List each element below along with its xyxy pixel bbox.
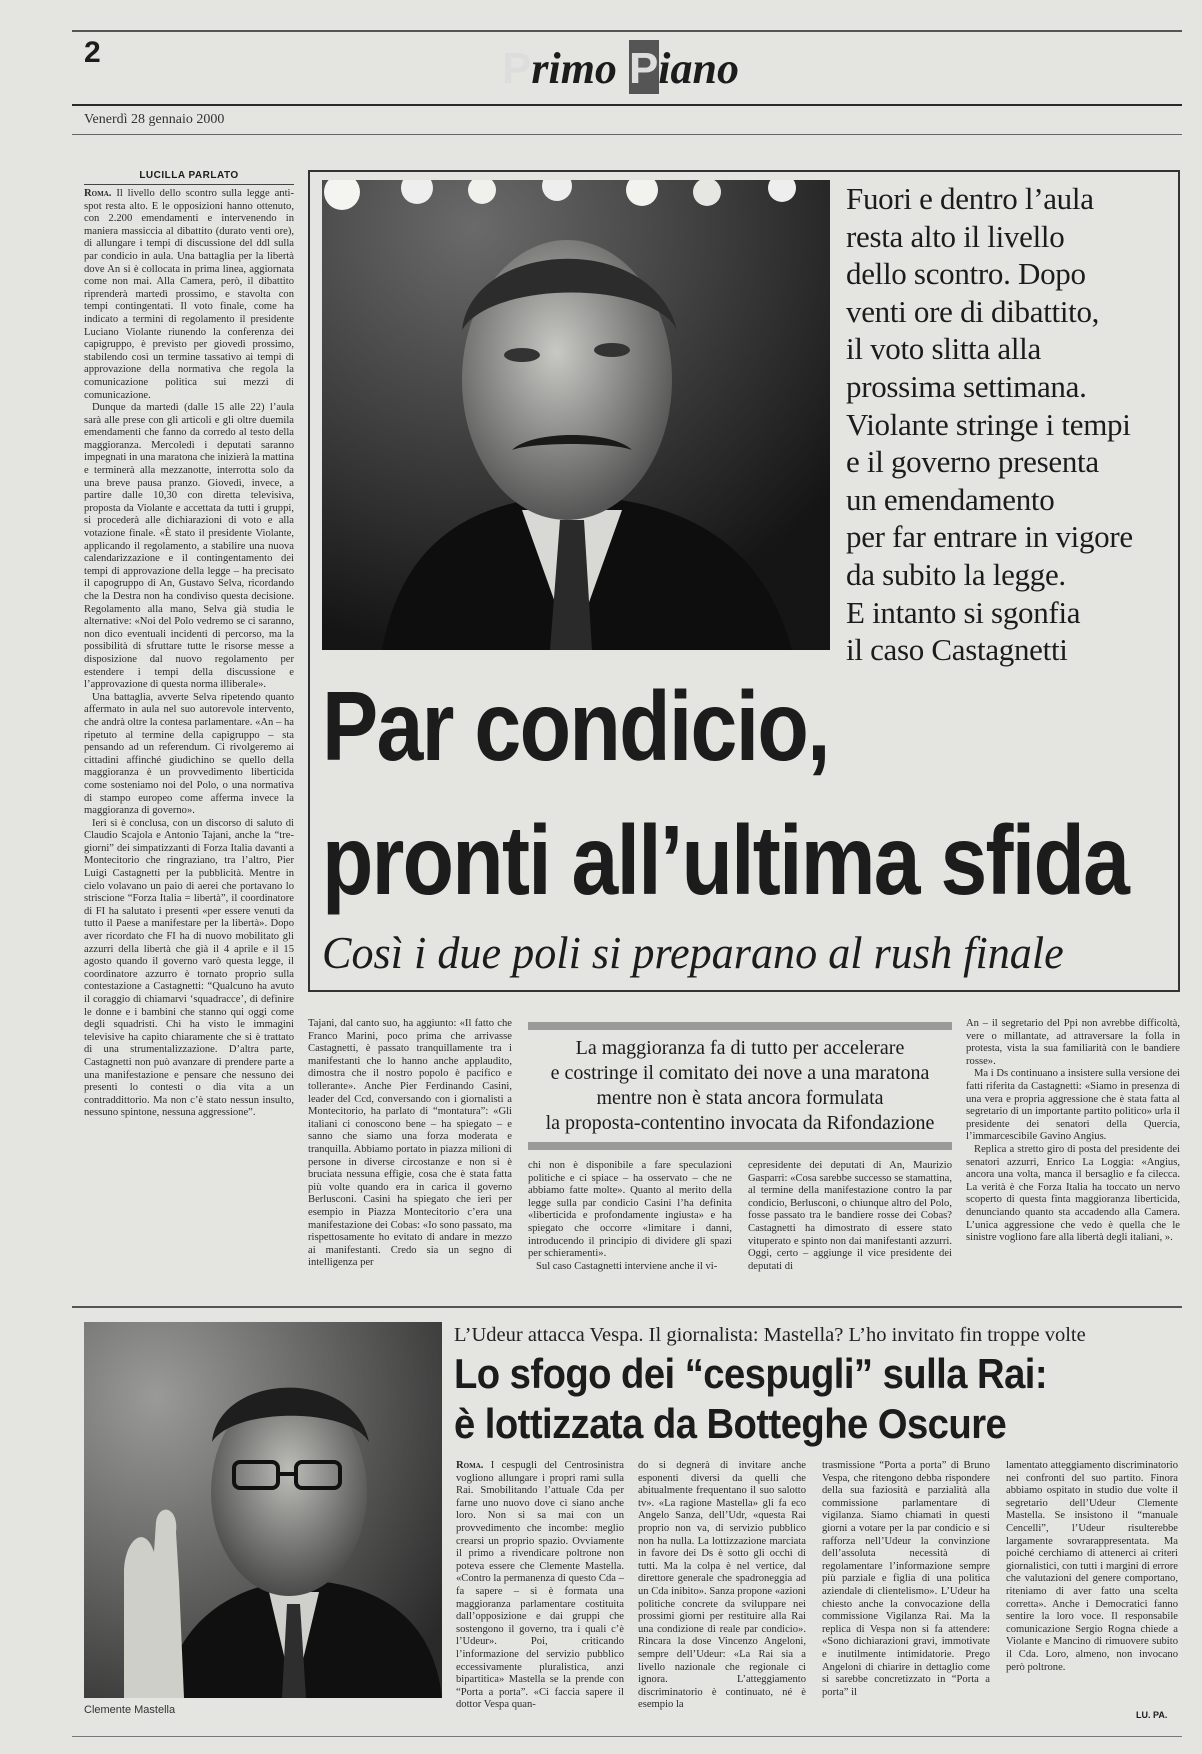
second-headline-line-1: Lo sfogo dei “cespugli” sulla Rai:: [454, 1350, 1048, 1397]
page-number: 2: [84, 36, 101, 69]
main-story-column-3: chi non è disponibile a fare speculazioni politiche e ci spiace – ha osservato – che ne abbiamo fatte molte». Quanto al merito della legge sulla par condicio Casini l’ha definita «liberticida e profondamente ingiusta» e ha spiegato che occorre «limitare i danni, introducendo il principio di dividere gli spazi per schieramenti». Sul caso Castagnetti interviene anche il vi-: [528, 1160, 732, 1272]
dateline: Roma.: [84, 188, 112, 199]
second-headline-line-2: è lottizzata da Botteghe Oscure: [454, 1400, 1007, 1447]
top-rule: [72, 30, 1182, 32]
main-story-column-1: Roma. Il livello dello scontro sulla legge anti-spot resta alto. E le opposizioni hanno ottenuto, con 2.200 emendamenti e intervenendo in maniera massiccia al dibattito (durato venti ore), di allungare i tempi di discussione del ddl sulla par condicio in aula. Una battaglia per la libertà dove An si è collocata in prima linea, aggiornata come non mai. Alla Camera, però, il dibattito riprenderà martedì prossimo, e stavolta con tempi contingentati. Il voto finale, come ha indicato a termini di regolamento il presidente Luciano Violante riunendo la conferenza dei capigruppo, è previsto per giovedì prossimo, stabilendo così un termine tassativo ai tempi di approvazione della normativa che regola la comunicazione politica sui mezzi di comunicazione. Dunque da martedì (dalle 15 alle 22) l’aula sarà alle prese con gli articoli e gli oltre duemila emendamenti che fanno da corredo al testo della maggioranza. Mercoledì i deputati saranno impegnati in una maratona che inizierà la mattina e terminerà alla mezzanotte, interrotta solo da una breve pausa pranzo. Giovedì, invece, a partire dalle 10,30 con diretta televisiva, proposta da Violante e accettata da tutti i gruppi, si procederà alle dichiarazioni di voto e alla votazione finale. «È stato il presidente Violante, applicando il regolamento, a stabilire una nuova calendarizzazione e il contingentamento dei tempi di approvazione della legge – ha precisato il capogruppo di An, Gustavo Selva, ricordando che la Destra non ha condiviso questa decisione. Regolamento alla mano, Selva già studia le alternative: «Noi del Polo vedremo se ci saranno, non dico eventuali incidenti di percorso, ma la possibilità di sfruttare tutte le risorse messe a disposizione dal nuovo regolamento per estendere i tempi della discussione e l’approvazione di questa norma illiberale». Una battaglia, avverte Selva ripetendo quanto affermato in aula nel suo autorevole intervento, che andrà oltre la contesa parlamentare. «An – ha ripetuto al termine della capigruppo – sta pensando ad un referendum. Ci rivolgeremo ai cittadini affinché giudichino se quello della maggioranza è un provvedimento liberticida come sosteniamo noi del Polo, o una normativa di stampo europeo come afferma invece la maggioranza di governo». Ieri si è conclusa, con un discorso di saluto di Claudio Scajola e Antonio Tajani, anche la “tre-giorni” dei simpatizzanti di Forza Italia davanti a Montecitorio che ringraziano, tra l’altro, Pier Luigi Castagnetti per la pubblicità. Mentre in cielo volavano un paio di aerei che portavano lo striscione “Forza Italia = libertà”, il coordinatore di FI ha salutato i presenti «per essere venuti da tutto il Paese a manifestare per la libertà». Dopo aver ricordato che FI ha di nuovo mobilitato gli azzurri della libertà che già il 4 aprile e il 15 agosto quando il governo varò questa legge, il coordinatore azzurro è tornato proprio sulla contestazione a Castagnetti: “Qualcuno ha avuto il coraggio di chiamarvi ‘squadracce’, di definire le donne e i bambini che stanno qui oggi come degli squadristi. Chi ha visto le immagini televisive ha capito chiaramente che si è trattato di una strumentalizzazione. D’altra parte, Castagnetti non può avanzare di prendere parte a una manifestazione e pensare che nessuno dei presenti lo contesti o dia vita a un contraddittorio. Ma non c’è stato nessun insulto, nessuno spintone, nessuna aggressione”.: [84, 188, 294, 1119]
date-rule: [72, 134, 1182, 135]
standfirst: Fuori e dentro l’aula resta alto il livello dello scontro. Dopo venti ore di dibattito, il voto slitta alla prossima settimana. Violante stringe i tempi e il governo presenta un emendamento per far entrare in vigore da subito la legge. E intanto si sgonfia il caso Castagnetti: [846, 181, 1133, 668]
section-initial-1: P: [502, 44, 532, 93]
mastella-photo: [84, 1322, 442, 1698]
byline: LUCILLA PARLATO: [84, 170, 294, 185]
author-signature: LU. PA.: [1136, 1710, 1168, 1720]
masthead-rule: [72, 104, 1182, 106]
subheadline: Così i due poli si preparano al rush finale: [322, 927, 1064, 978]
section-title: [502, 40, 739, 104]
pullquote-top-rule: [528, 1022, 952, 1030]
main-story-column-2: Tajani, dal canto suo, ha aggiunto: «Il fatto che Franco Marini, poco prima che arrivasse Castagnetti, è passato tranquillamente tra i manifestanti che lo hanno anche applaudito, dimostra che il nostro popolo è pacifico e tollerante». Anche Pier Ferdinando Casini, leader del Ccd, conversando con i giornalisti a Montecitorio, ha parlato di “montatura”: «Gli italiani ci conoscono bene – ha spiegato – e sanno che siamo una forza moderata e tranquilla. Abbiamo portato in piazza milioni di persone in diverse circostanze e non si è bruciata nessuna effigie, cosa che è stata fatta più volte quando era in carica il governo Berlusconi. Casini ha spiegato che ieri per esempio in Piazza Montecitorio c’era una manifestazione dei Cobas: «Io sono passato, ma rispettosamente ho evitato di andare in mezzo ai manifestanti. Credo sia un segno di intelligenza per: [308, 1018, 512, 1269]
section-word-2: iano: [658, 44, 739, 93]
kicker: L’Udeur attacca Vespa. Il giornalista: Mastella? L’ho invitato fin troppe volte: [454, 1324, 1086, 1346]
pullquote: La maggioranza fa di tutto per accelerare e costringe il comitato dei nove a una maratona mentre non è stata ancora formulata la proposta-contentino invocata da Rifondazione: [545, 1037, 935, 1134]
main-story-column-4: cepresidente dei deputati di An, Maurizio Gasparri: «Cosa sarebbe successo se stamattina, al termine della manifestazione contro la par condicio, Berlusconi, o chiunque altro del Polo, fosse passato tra le bandiere rosse dei Cobas? Castagnetti ha dimostrato di essere stato vituperato e spinto non dai manifestanti azzurri. Oggi, certo – aggiunge il vice presidente dei deputati di: [748, 1160, 952, 1272]
second-story-column-3: trasmissione “Porta a porta” di Bruno Vespa, che ritengono debba rispondere della sua faziosità e parzialità alla commissione parlamentare di vigilanza. Siamo chiamati in questi giorni a votare per la par condicio e si rafforza nell’Udeur la convinzione dell’assoluta necessità di regolamentare l’informazione sempre più parziale e figlia di una politica aziendale di clientelismo». L’Udeur ha chiesto anche la convocazione della commissione Vigilanza Rai. Ma la replica di Vespa non si fa attendere: «Sono dichiarazioni gravi, immotivate e inutilmente intimidatorie. Prego Angeloni di chiarire in dettaglio come si sarebbe concretizzato in “Porta a porta” il: [822, 1460, 990, 1698]
photo-caption: Clemente Mastella: [84, 1704, 176, 1716]
second-story-column-4: lamentato atteggiamento discriminatorio nei confronti del suo partito. Finora abbiamo ospitato in studio due volte il segretario dell’Udeur Clemente Mastella. Se insistono il “manuale Cencelli”, l’Udeur risulterebbe largamente sovrarappresentata. Ma poiché cerchiamo di attenerci ai criteri giornalistici, con tutti i margini di errore che valutazioni del genere comportano, riteniamo di aver fatto una scelta corretta». Anche i Democratici fanno sentire la loro voce. Il responsabile comunicazione Sergio Rogna chiede a Violante e Mancino di rimuovere subito il Cda. Loro, almeno, non invocano però poltrone.: [1006, 1460, 1178, 1673]
issue-date: Venerdì 28 gennaio 2000: [84, 112, 225, 127]
headline-line-2: pronti all’ultima sfida: [322, 805, 1129, 915]
second-story-column-2: do si degnerà di invitare anche esponenti diversi da quelli che abitualmente frequentano il suo salotto tv». «La ragione Mastella» gli fa eco Angelo Sanza, dell’Udr, «questa Rai proprio non va, di servizio pubblico non ha nulla. La lottizzazione marciata in favore dei Ds è sotto gli occhi di tutti. Ma la colpa è nel vertice, dal direttore generale che spadroneggia ad un Cda inibito». Sanza propone «azioni politiche concrete da sviluppare nei prossimi giorni per restituire alla Rai una condizione di reale par condicio». Rincara la dose Vincenzo Angeloni, sempre dell’Udeur: «La Rai sia a livello nazionale che regionale ci ignora. L’atteggiamento discriminatorio è continuato, né è esempio la: [638, 1460, 806, 1711]
headline-line-1: Par condicio,: [322, 671, 829, 781]
story-divider: [72, 1306, 1182, 1308]
second-story-column-1: Roma. I cespugli del Centrosinistra vogliono allungare i propri rami sulla Rai. Smobilitando l’attuale Cda per farne uno nuovo dove ci siano anche loro. Non si sa mai con un provvedimento che incombe: meglio crearsi un proprio spazio. Ovviamente il primo a rivendicare poltrone non poteva essere che Clemente Mastella. «Contro la permanenza di questo Cda – fa sapere – si è formata una maggioranza parlamentare costituita dall’opposizione e dai gruppi che sostengono il governo, tra i quali c’è l’Udeur». Poi, criticando l’informazione del servizio pubblico eccessivamente pluralistica, anzi bipartitica» Mastella se la prende con “Porta a porta”. «Ci faccia sapere il dottor Vespa quan-: [456, 1460, 624, 1711]
portrait-image-mastella: [84, 1322, 442, 1698]
main-photo: [322, 180, 830, 650]
section-initial-2: P: [628, 44, 659, 93]
bottom-rule: [72, 1736, 1182, 1737]
section-word-1: rimo: [531, 44, 617, 93]
main-story-column-5: An – il segretario del Ppi non avrebbe difficoltà, vere o millantate, ad attraversare la folla in protesta, vista la sua familiarità con le bandiere rosse». Ma i Ds continuano a insistere sulla versione dei fatti riferita da Castagnetti: «Siamo in presenza di una vera e propria aggressione che è stata fatta al segretario di un importante partito politico» urla il presidente dei senatori della Quercia, l’immarcescibile Gavino Angius. Replica a stretto giro di posta del presidente dei senatori azzurri, Enrico La Loggia: «Angius, ancora una volta, manca il bersaglio e fa cilecca. La verità è che Forza Italia ha toccato un nervo scoperto di questa finta maggioranza liberticida, denunciando quanto sta accadendo alla Camera. L’unica aggressione che vedo è quella che le sinistre vogliono fare alla libertà degli italiani, ».: [966, 1018, 1180, 1244]
pullquote-bottom-rule: [528, 1142, 952, 1150]
portrait-image: [322, 180, 830, 650]
